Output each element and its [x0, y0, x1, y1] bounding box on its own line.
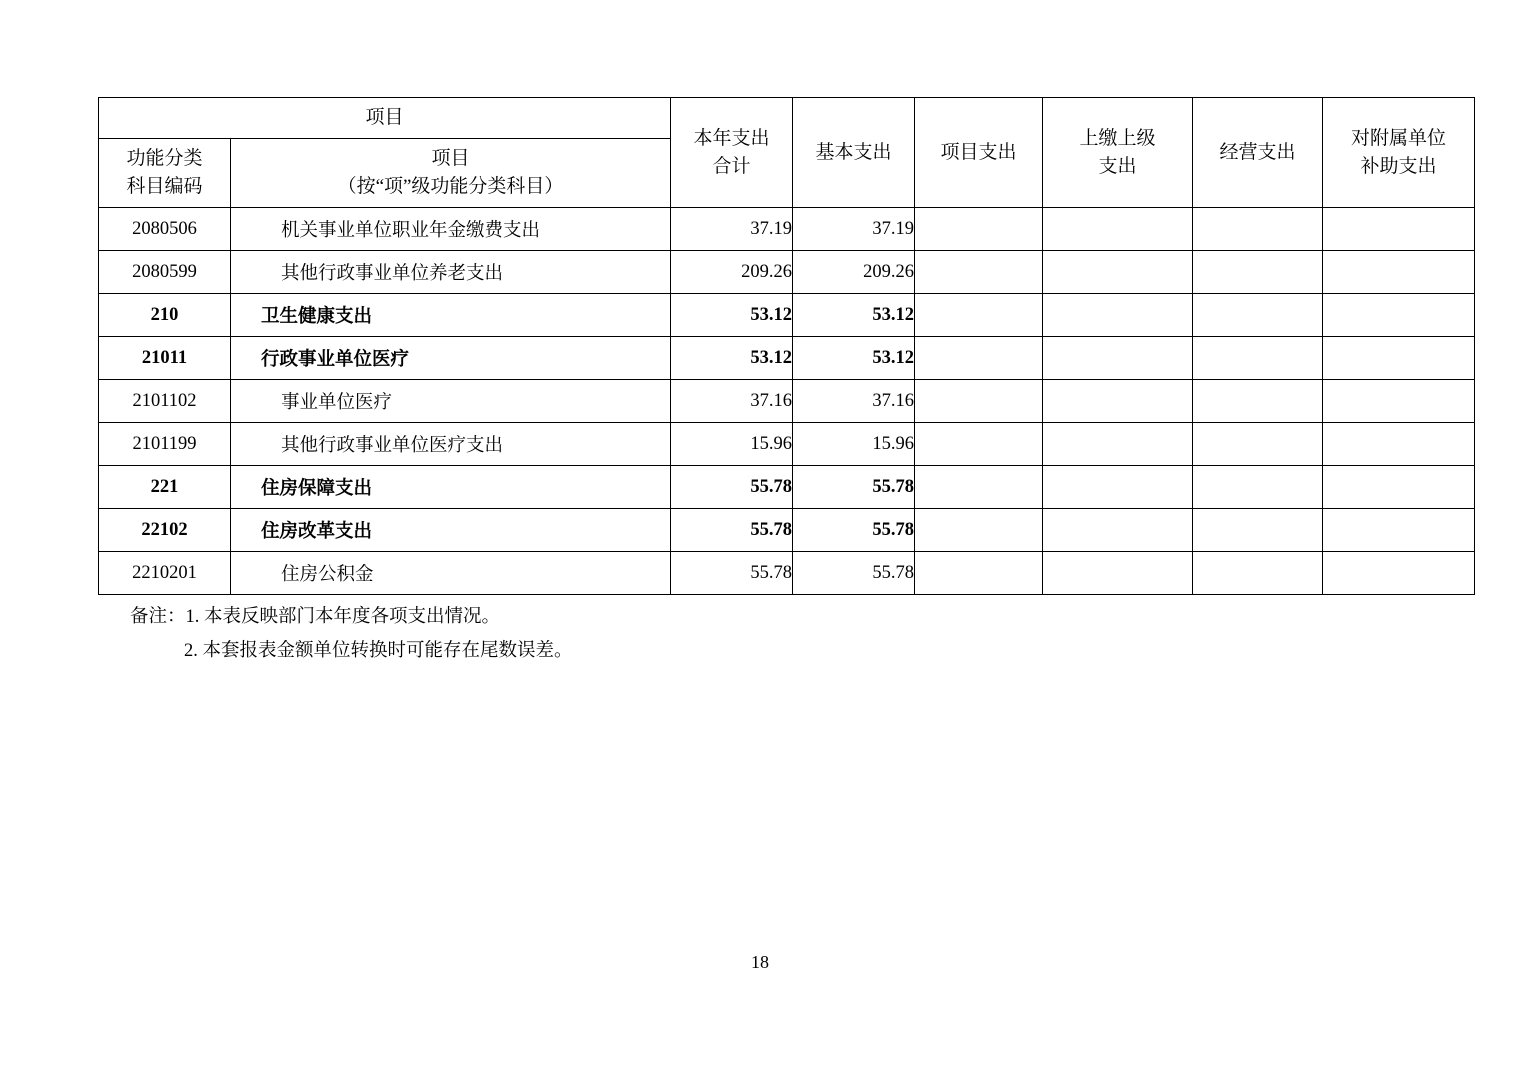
- cell-total-expenditure: 55.78: [671, 466, 793, 509]
- cell-subsidiary-expenditure: [1323, 423, 1475, 466]
- cell-functional-code: 210: [99, 294, 231, 337]
- table-body: [99, 208, 1475, 595]
- cell-item-name: 住房公积金: [231, 552, 671, 595]
- cell-item-name: 机关事业单位职业年金缴费支出: [231, 208, 671, 251]
- header-col-upper-line1: 上缴上级: [1079, 127, 1156, 149]
- cell-operating-expenditure: [1193, 380, 1323, 423]
- expenditure-table-container: [98, 97, 1447, 595]
- cell-project-expenditure: [915, 337, 1043, 380]
- header-col-item: [231, 139, 671, 208]
- cell-total-expenditure: 53.12: [671, 294, 793, 337]
- cell-project-expenditure: [915, 466, 1043, 509]
- cell-operating-expenditure: [1193, 423, 1323, 466]
- cell-total-expenditure: 37.19: [671, 208, 793, 251]
- header-col-total-line2: 合计: [712, 155, 751, 177]
- header-col-code-line2: 科目编码: [126, 176, 203, 197]
- header-col-item-line2: （按“项”级功能分类科目）: [337, 176, 564, 197]
- cell-item-name: 其他行政事业单位医疗支出: [231, 423, 671, 466]
- cell-operating-expenditure: [1193, 509, 1323, 552]
- cell-item-name: 住房改革支出: [231, 509, 671, 552]
- cell-subsidiary-expenditure: [1323, 552, 1475, 595]
- header-row-top: [99, 98, 1475, 139]
- cell-total-expenditure: 209.26: [671, 251, 793, 294]
- cell-project-expenditure: [915, 423, 1043, 466]
- table-row: [99, 552, 1475, 595]
- note-line-1: 备注：1. 本表反映部门本年度各项支出情况。: [130, 607, 501, 627]
- cell-operating-expenditure: [1193, 552, 1323, 595]
- table-row: [99, 466, 1475, 509]
- cell-project-expenditure: [915, 208, 1043, 251]
- cell-functional-code: 2080506: [99, 208, 231, 251]
- cell-operating-expenditure: [1193, 208, 1323, 251]
- cell-subsidiary-expenditure: [1323, 380, 1475, 423]
- cell-subsidiary-expenditure: [1323, 509, 1475, 552]
- table-row: [99, 509, 1475, 552]
- header-col-code-line1: 功能分类: [126, 148, 203, 170]
- cell-functional-code: 22102: [99, 509, 231, 552]
- cell-item-name: 其他行政事业单位养老支出: [231, 251, 671, 294]
- header-col-total: [671, 98, 793, 208]
- cell-basic-expenditure: 15.96: [793, 423, 915, 466]
- cell-subsidiary-expenditure: [1323, 251, 1475, 294]
- table-header: [99, 98, 1475, 208]
- cell-basic-expenditure: 53.12: [793, 294, 915, 337]
- table-row: [99, 208, 1475, 251]
- table-notes: [130, 600, 573, 668]
- table-row: [99, 423, 1475, 466]
- cell-operating-expenditure: [1193, 337, 1323, 380]
- cell-subsidiary-expenditure: [1323, 208, 1475, 251]
- cell-subsidiary-expenditure: [1323, 294, 1475, 337]
- header-col-subsidiary-line2: 补助支出: [1360, 155, 1437, 177]
- table-row: [99, 337, 1475, 380]
- cell-basic-expenditure: 55.78: [793, 552, 915, 595]
- cell-basic-expenditure: 53.12: [793, 337, 915, 380]
- cell-total-expenditure: 15.96: [671, 423, 793, 466]
- cell-upper-level-expenditure: [1043, 509, 1193, 552]
- cell-upper-level-expenditure: [1043, 251, 1193, 294]
- table-row: [99, 251, 1475, 294]
- header-col-operating: 经营支出: [1193, 98, 1323, 208]
- cell-functional-code: 2210201: [99, 552, 231, 595]
- cell-total-expenditure: 55.78: [671, 552, 793, 595]
- cell-project-expenditure: [915, 294, 1043, 337]
- cell-functional-code: 221: [99, 466, 231, 509]
- note-line-2: 2. 本套报表金额单位转换时可能存在尾数误差。: [184, 641, 573, 662]
- header-col-upper-line2: 支出: [1098, 155, 1137, 177]
- cell-project-expenditure: [915, 251, 1043, 294]
- cell-operating-expenditure: [1193, 251, 1323, 294]
- cell-functional-code: 21011: [99, 337, 231, 380]
- cell-subsidiary-expenditure: [1323, 466, 1475, 509]
- header-col-basic: 基本支出: [793, 98, 915, 208]
- expenditure-table: [98, 97, 1475, 595]
- header-col-total-line1: 本年支出: [693, 127, 770, 149]
- table-row: [99, 294, 1475, 337]
- header-col-project: 项目支出: [915, 98, 1043, 208]
- cell-project-expenditure: [915, 380, 1043, 423]
- header-group-item: 项目: [99, 98, 671, 139]
- page-number: 18: [751, 952, 769, 972]
- cell-item-name: 事业单位医疗: [231, 380, 671, 423]
- cell-upper-level-expenditure: [1043, 294, 1193, 337]
- cell-functional-code: 2080599: [99, 251, 231, 294]
- cell-upper-level-expenditure: [1043, 380, 1193, 423]
- header-col-upper: [1043, 98, 1193, 208]
- cell-operating-expenditure: [1193, 294, 1323, 337]
- cell-basic-expenditure: 37.19: [793, 208, 915, 251]
- cell-basic-expenditure: 209.26: [793, 251, 915, 294]
- cell-basic-expenditure: 55.78: [793, 509, 915, 552]
- cell-upper-level-expenditure: [1043, 466, 1193, 509]
- cell-total-expenditure: 37.16: [671, 380, 793, 423]
- cell-project-expenditure: [915, 552, 1043, 595]
- header-col-item-line1: 项目: [431, 148, 470, 170]
- cell-upper-level-expenditure: [1043, 208, 1193, 251]
- cell-item-name: 住房保障支出: [231, 466, 671, 509]
- cell-total-expenditure: 55.78: [671, 509, 793, 552]
- cell-functional-code: 2101102: [99, 380, 231, 423]
- cell-upper-level-expenditure: [1043, 337, 1193, 380]
- header-col-code: [99, 139, 231, 208]
- header-col-subsidiary: [1323, 98, 1475, 208]
- cell-basic-expenditure: 55.78: [793, 466, 915, 509]
- cell-upper-level-expenditure: [1043, 423, 1193, 466]
- cell-upper-level-expenditure: [1043, 552, 1193, 595]
- cell-subsidiary-expenditure: [1323, 337, 1475, 380]
- cell-total-expenditure: 53.12: [671, 337, 793, 380]
- header-col-subsidiary-line1: 对附属单位: [1351, 127, 1447, 149]
- cell-item-name: 卫生健康支出: [231, 294, 671, 337]
- table-row: [99, 380, 1475, 423]
- cell-operating-expenditure: [1193, 466, 1323, 509]
- cell-project-expenditure: [915, 509, 1043, 552]
- cell-functional-code: 2101199: [99, 423, 231, 466]
- cell-basic-expenditure: 37.16: [793, 380, 915, 423]
- cell-item-name: 行政事业单位医疗: [231, 337, 671, 380]
